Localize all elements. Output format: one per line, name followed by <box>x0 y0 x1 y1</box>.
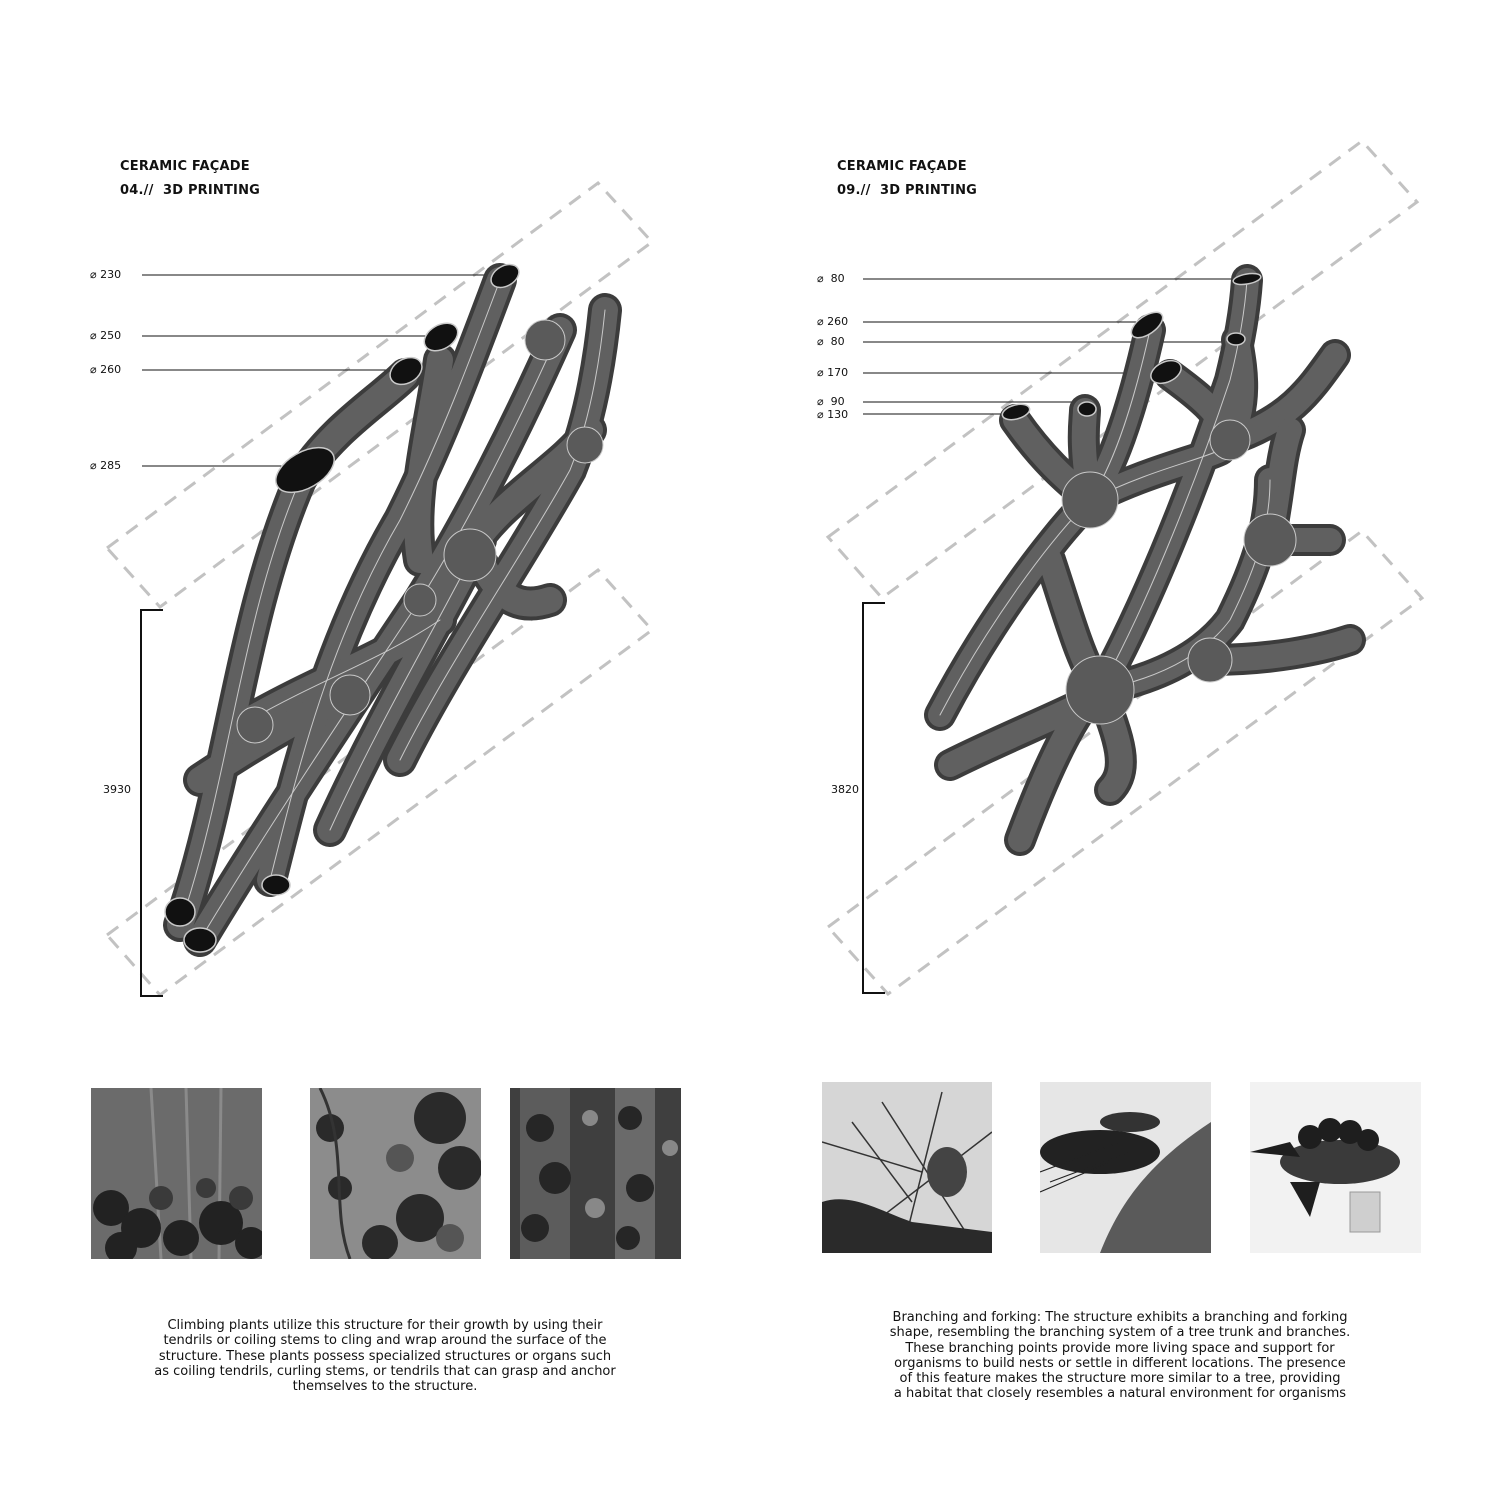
caption-line: Branching and forking: The structure exhibits a branching and forking <box>892 1310 1348 1325</box>
photo-ivy-leaves-on-bark <box>310 1088 481 1259</box>
heading-line-2: 04.// 3D PRINTING <box>120 183 261 198</box>
caption-line: tendrils or coiling stems to cling and wrap around the surface of the <box>163 1333 607 1349</box>
photo-swallows-nest-on-wall <box>1250 1082 1421 1253</box>
photo-bird-nest-on-tree-fork <box>1040 1082 1211 1253</box>
caption-line: a habitat that closely resembles a natural environment for organisms <box>893 1386 1347 1402</box>
heading-line-1: CERAMIC FAÇADE <box>120 159 250 174</box>
caption-line: These branching points provide more living space and support for <box>905 1340 1335 1356</box>
diameter-label: ⌀ 260 <box>90 363 122 376</box>
diameter-label: ⌀ 170 <box>817 366 849 379</box>
structure-model-04 <box>0 0 750 1080</box>
caption-line: shape, resembling the branching system of a tree trunk and branches. <box>889 1325 1351 1341</box>
caption-line: Climbing plants utilize this structure for their growth by using their <box>167 1318 603 1333</box>
height-label: 3930 <box>103 783 131 796</box>
diameter-label: ⌀ 130 <box>817 408 849 421</box>
panel-branching-forking <box>750 0 1500 1500</box>
diameter-label: ⌀ 230 <box>90 268 122 281</box>
photo-nest-in-branches <box>822 1082 992 1253</box>
caption-line: of this feature makes the structure more similar to a tree, providing <box>899 1371 1341 1387</box>
caption-line: themselves to the structure. <box>292 1379 478 1395</box>
diameter-label: ⌀ 80 <box>817 335 845 348</box>
photo-ivy-on-tree-trunk <box>91 1088 262 1259</box>
caption-branching-forking <box>855 1310 1385 1402</box>
caption-line: organisms to build nests or settle in different locations. The presence <box>894 1355 1346 1371</box>
height-label: 3820 <box>831 783 859 796</box>
diameter-label: ⌀ 90 <box>817 395 845 408</box>
height-bracket <box>863 603 885 993</box>
heading-line-1: CERAMIC FAÇADE <box>837 159 967 174</box>
caption-line: structure. These plants possess specialized structures or organs such <box>158 1348 612 1364</box>
diameter-label: ⌀ 260 <box>817 315 849 328</box>
diameter-label: ⌀ 80 <box>817 272 845 285</box>
heading-line-2: 09.// 3D PRINTING <box>837 183 978 198</box>
diameter-label: ⌀ 250 <box>90 329 122 342</box>
caption-climbing-plants <box>110 1318 660 1394</box>
caption-line: as coiling tendrils, curling stems, or tendrils that can grasp and anchor <box>154 1363 616 1379</box>
photo-ivy-covered-trunks <box>510 1088 681 1259</box>
diameter-label: ⌀ 285 <box>90 459 122 472</box>
height-bracket <box>141 610 163 996</box>
structure-model-09 <box>750 0 1500 1080</box>
